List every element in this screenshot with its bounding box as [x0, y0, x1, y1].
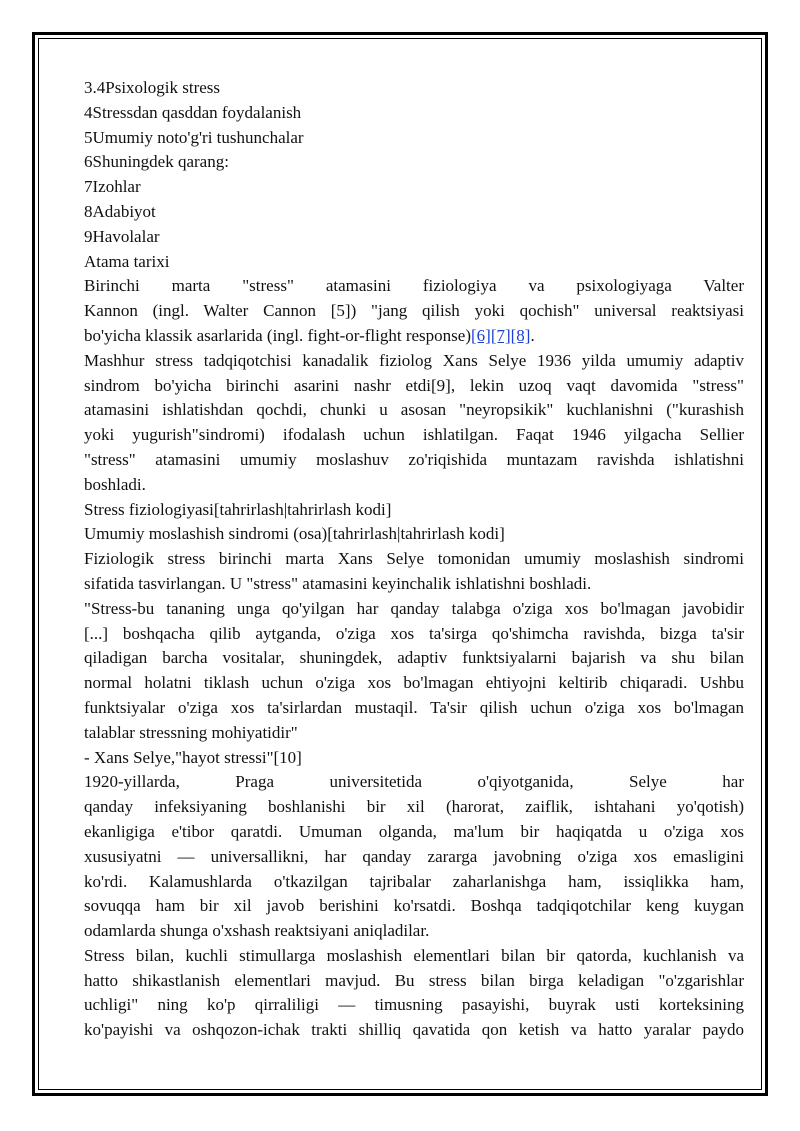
text-line: uchligi" ning ko'p qirraliligi — timusning pasayishi, buyrak usti korteksining: [84, 995, 744, 1015]
paragraph-prague: [84, 770, 744, 944]
section-heading-stress-physiology: Stress fiziologiyasi[tahrirlash|tahrirlash kodi]: [84, 499, 392, 519]
text-line: sovuqqa ham bir xil javob berishini ko'rsatdi. Boshqa tadqiqotchilar keng kuygan: [84, 896, 744, 916]
text-line: qiladigan barcha vositalar, shuningdek, adaptiv funktsiyalarni bajarish va shu bilan: [84, 648, 744, 668]
text-line: ko'payishi va oshqozon-ichak trakti shilliq qavatida qon ketish va hatto yaralar paydo: [84, 1020, 744, 1040]
text-line: boshladi.: [84, 474, 146, 494]
text-line: "Stress-bu tananing unga qo'yilgan har qanday talabga o'ziga xos bo'lmagan javobidir: [84, 598, 744, 618]
text-line: xususiyatni — universallikni, har qanday zararga javobning o'ziga xos emasligini: [84, 846, 744, 866]
text-line: qanday infeksiyaning boshlanishi bir xil (harorat, zaiflik, ishtahani yo'qotish): [84, 797, 744, 817]
text-span: .: [530, 325, 535, 345]
toc-item[interactable]: 3.4Psixologik stress: [84, 78, 221, 97]
citation-link[interactable]: [6][7][8]: [471, 325, 531, 345]
paragraph-selye: [84, 349, 744, 498]
text-line: atamasini ishlatishdan qochdi, chunki u asosan "neyropsikik" kuchlanishni ("kurashish: [84, 400, 744, 420]
document-body: [84, 76, 744, 1043]
text-line: yoki yugurish"sindromi) ifodalash uchun ishlatilgan. Faqat 1946 yilgacha Sellier: [84, 425, 744, 445]
text-line: talablar stressning mohiyatidir": [84, 722, 298, 742]
quote-attribution: - Xans Selye,"hayot stressi"[10]: [84, 747, 302, 767]
text-line: Kannon (ingl. Walter Cannon [5]) "jang qilish yoki qochish" universal reaktsiyasi: [84, 301, 744, 321]
toc-item[interactable]: 7Izohlar: [84, 177, 141, 197]
text-line: Fiziologik stress birinchi marta Xans Selye tomonidan umumiy moslashish sindromi: [84, 549, 744, 569]
text-line: ekanligiga e'tibor qaratdi. Umuman olganda, ma'lum bir haqiqatda u o'ziga xos: [84, 821, 744, 841]
section-heading-term-history: Atama tarixi: [84, 251, 170, 271]
text-line: 1920-yillarda, Praga universitetida o'qiyotganida, Selye har: [84, 772, 744, 792]
paragraph-adaptation: [84, 944, 744, 1043]
text-line: sifatida tasvirlangan. U "stress" atamasini keyinchalik ishlatishni boshladi.: [84, 573, 592, 593]
text-line: Mashhur stress tadqiqotchisi kanadalik fiziolog Xans Selye 1936 yilda umumiy adaptiv: [84, 350, 744, 370]
text-line: funktsiyalar o'ziga xos ta'sirlardan mustaqil. Ta'sir qilish uchun o'ziga xos bo'lmagan: [84, 697, 744, 717]
text-line: hatto shikastlanish elementlari mavjud. Bu stress bilan birga keladigan "o'zgarishlar: [84, 970, 744, 990]
text-line: Stress bilan, kuchli stimullarga moslashish elementlari bilan bir qatorda, kuchlanish va: [84, 945, 744, 965]
text-line: [84, 324, 744, 349]
text-line: "stress" atamasini umumiy moslashuv zo'riqishida muntazam ravishda ishlatishni: [84, 449, 744, 469]
toc-item[interactable]: 9Havolalar: [84, 226, 160, 246]
text-line: sindrom bo'yicha birinchi asarini nashr etdi[9], lekin uzoq vaqt davomida "stress": [84, 375, 744, 395]
quote-selye: [84, 597, 744, 746]
toc-item[interactable]: 5Umumiy noto'g'ri tushunchalar: [84, 127, 304, 147]
text-line: Birinchi marta "stress" atamasini fiziologiya va psixologiyaga Valter: [84, 276, 744, 296]
text-line: ko'rdi. Kalamushlarda o'tkazilgan tajribalar zaharlanishga ham, issiqlikka ham,: [84, 871, 744, 891]
toc-item[interactable]: 8Adabiyot: [84, 201, 156, 221]
text-line: [...] boshqacha qilib aytganda, o'ziga xos ta'sirga qo'shimcha ravishda, bizga ta'sir: [84, 623, 744, 643]
toc-list: [84, 76, 744, 250]
toc-item[interactable]: 4Stressdan qasddan foydalanish: [84, 102, 302, 122]
text-line: odamlarda shunga o'xshash reaktsiyani aniqladilar.: [84, 921, 430, 941]
paragraph-physiological-stress: [84, 547, 744, 597]
text-line: normal holatni tiklash uchun o'ziga xos bo'lmagan ehtiyojni keltirib chiqaradi. Ushbu: [84, 673, 744, 693]
toc-item[interactable]: 6Shuningdek qarang:: [84, 152, 229, 172]
section-heading-general-adaptation: Umumiy moslashish sindromi (osa)[tahrirlash|tahrirlash kodi]: [84, 524, 505, 544]
paragraph-cannon: [84, 274, 744, 348]
text-span: bo'yicha klassik asarlarida (ingl. fight-or-flight response): [84, 325, 471, 345]
